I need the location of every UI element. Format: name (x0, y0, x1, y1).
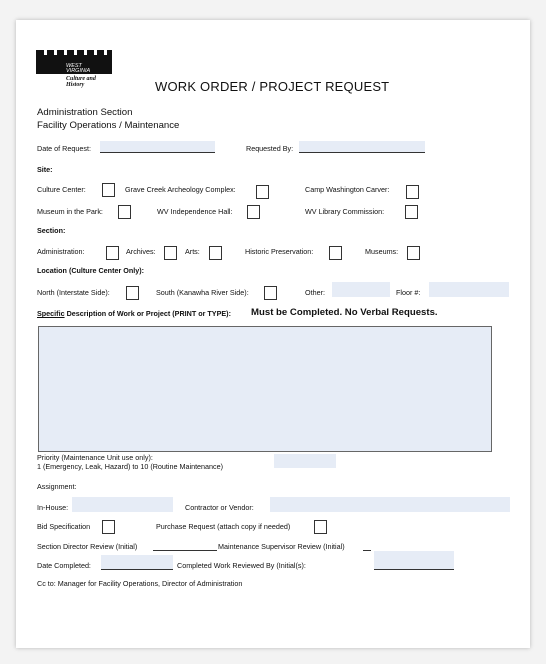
facility-ops-label: Facility Operations / Maintenance (37, 120, 180, 131)
purchase-request-checkbox[interactable] (314, 520, 327, 534)
arts-label: Arts: (185, 247, 200, 256)
administration-checkbox[interactable] (106, 246, 119, 260)
wv-culture-history-logo (36, 50, 112, 88)
administration-label: Administration: (37, 247, 85, 256)
floor-label: Floor #: (396, 288, 421, 297)
description-label: Specific Description of Work or Project (PRINT or TYPE): (37, 309, 231, 318)
archives-checkbox[interactable] (164, 246, 177, 260)
wv-library-checkbox[interactable] (405, 205, 418, 219)
maintenance-supervisor-review-label: Maintenance Supervisor Review (Initial) (218, 542, 345, 551)
museum-in-park-checkbox[interactable] (118, 205, 131, 219)
purchase-request-label: Purchase Request (attach copy if needed) (156, 522, 291, 531)
description-textarea[interactable] (38, 326, 492, 452)
date-completed-field[interactable] (101, 555, 173, 569)
north-checkbox[interactable] (126, 286, 139, 300)
bid-specification-label: Bid Specification (37, 522, 91, 531)
date-of-request-field[interactable] (100, 141, 215, 152)
wv-library-label: WV Library Commission: (305, 207, 385, 216)
camp-washington-checkbox[interactable] (406, 185, 419, 199)
bid-specification-checkbox[interactable] (102, 520, 115, 534)
priority-scale-label: 1 (Emergency, Leak, Hazard) to 10 (Routine Maintenance) (37, 462, 224, 471)
cc-line: Cc to: Manager for Facility Operations, Director of Administration (37, 579, 243, 588)
museum-in-park-label: Museum in the Park: (37, 207, 103, 216)
section-director-review-label: Section Director Review (Initial) (37, 542, 138, 551)
culture-center-label: Culture Center: (37, 185, 86, 194)
requested-by-field[interactable] (299, 141, 425, 152)
contractor-field[interactable] (270, 497, 510, 512)
floor-field[interactable] (429, 282, 509, 297)
museums-label: Museums: (365, 247, 399, 256)
location-heading: Location (Culture Center Only): (37, 266, 145, 275)
other-label: Other: (305, 288, 325, 297)
south-checkbox[interactable] (264, 286, 277, 300)
site-heading: Site: (37, 165, 53, 174)
other-field[interactable] (332, 282, 390, 297)
priority-field[interactable] (274, 454, 336, 468)
maintenance-supervisor-review-line[interactable] (363, 550, 371, 551)
date-completed-label: Date Completed: (37, 561, 91, 570)
north-label: North (Interstate Side): (37, 288, 110, 297)
completed-work-reviewed-field[interactable] (374, 551, 454, 569)
assignment-heading: Assignment: (37, 482, 77, 491)
priority-label: Priority (Maintenance Unit use only): (37, 453, 153, 462)
archives-label: Archives: (126, 247, 156, 256)
culture-center-checkbox[interactable] (102, 183, 115, 197)
in-house-field[interactable] (72, 497, 173, 512)
historic-preservation-checkbox[interactable] (329, 246, 342, 260)
south-label: South (Kanawha River Side): (156, 288, 249, 297)
grave-creek-checkbox[interactable] (256, 185, 269, 199)
historic-preservation-label: Historic Preservation: (245, 247, 314, 256)
logo-tagline: Culture and History (66, 76, 96, 88)
logo-text: WEST VIRGINIA (66, 63, 91, 74)
wv-independence-label: WV Independence Hall: (157, 207, 233, 216)
description-emphasis: Must be Completed. No Verbal Requests. (251, 307, 438, 318)
grave-creek-label: Grave Creek Archeology Complex: (125, 185, 236, 194)
requested-by-label: Requested By: (246, 144, 294, 153)
camp-washington-label: Camp Washington Carver: (305, 185, 390, 194)
wv-independence-checkbox[interactable] (247, 205, 260, 219)
completed-work-reviewed-label: Completed Work Reviewed By (Initial(s): (177, 561, 306, 570)
museums-checkbox[interactable] (407, 246, 420, 260)
in-house-label: In-House: (37, 503, 69, 512)
contractor-label: Contractor or Vendor: (185, 503, 254, 512)
section-heading: Section: (37, 226, 66, 235)
admin-section-label: Administration Section (37, 107, 133, 118)
page-title: WORK ORDER / PROJECT REQUEST (155, 79, 390, 94)
section-director-review-line[interactable] (153, 550, 217, 551)
form-page (16, 20, 530, 648)
date-of-request-label: Date of Request: (37, 144, 91, 153)
arts-checkbox[interactable] (209, 246, 222, 260)
